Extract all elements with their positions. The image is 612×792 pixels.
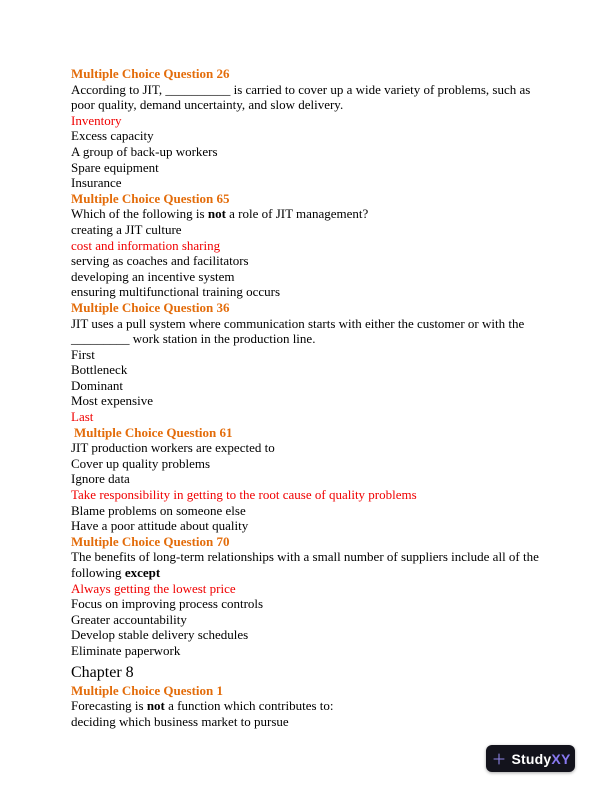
brand-xy: XY (551, 750, 571, 767)
answer-option: Greater accountability (71, 611, 187, 627)
answer-option: developing an incentive system (71, 268, 235, 284)
studyxy-badge (486, 745, 575, 772)
chapter-heading: Chapter 8 (71, 663, 134, 681)
answer-option: Ignore data (71, 471, 130, 487)
brand-study: Study (511, 750, 552, 767)
question-text-segment: JIT production workers are expected to (71, 440, 275, 456)
answer-option: Always getting the lowest price (71, 580, 236, 596)
answer-option: Inventory (71, 112, 122, 128)
question-text-bold: except (124, 565, 161, 580)
question-text (71, 316, 543, 347)
answer-option: Last (71, 409, 94, 425)
question-block-36 (71, 300, 543, 425)
question-header: Multiple Choice Question 65 (71, 190, 230, 206)
answer-option: Dominant (71, 377, 123, 393)
answer-option: First (71, 346, 95, 362)
question-block-61 (71, 425, 543, 534)
question-header: Multiple Choice Question 36 (71, 299, 230, 315)
question-text (71, 698, 543, 714)
answer-option: creating a JIT culture (71, 221, 182, 237)
answer-option: Take responsibility in getting to the root cause of quality problems (71, 487, 417, 503)
question-text-segment: According to JIT, __________ is carried to cover up a wide variety of problems, such as poor quality, demand uncertainty, and slow delivery. (71, 81, 531, 113)
answer-option: Most expensive (71, 393, 153, 409)
question-header: Multiple Choice Question 1 (71, 682, 224, 698)
answer-option: serving as coaches and facilitators (71, 253, 249, 269)
question-block-1 (71, 683, 543, 730)
question-text (71, 206, 543, 222)
question-text-bold: not (146, 698, 165, 714)
answer-option: cost and information sharing (71, 237, 221, 253)
question-header: Multiple Choice Question 61 (74, 424, 233, 440)
answer-option: Eliminate paperwork (71, 642, 181, 658)
answer-option: Focus on improving process controls (71, 596, 264, 612)
question-header: Multiple Choice Question 26 (71, 66, 230, 81)
answer-option: Spare equipment (71, 159, 159, 175)
question-text-segment: a function which contributes to: (164, 698, 334, 714)
question-text-segment: Forecasting is (71, 698, 147, 714)
answer-option: Excess capacity (71, 128, 154, 144)
answer-option: Blame problems on someone else (71, 502, 246, 518)
question-text-segment: JIT uses a pull system where communication starts with either the customer or with the _________ work station in the production line. (71, 315, 525, 347)
answer-option: Cover up quality problems (71, 455, 211, 471)
brand-wordmark (512, 751, 571, 767)
answer-option: ensuring multifunctional training occurs (71, 284, 281, 300)
question-text-bold: not (207, 206, 226, 222)
answer-option: Have a poor attitude about quality (71, 518, 249, 534)
plus-icon (491, 751, 507, 767)
answer-option: Develop stable delivery schedules (71, 627, 249, 643)
question-text (71, 440, 543, 456)
answer-option: A group of back-up workers (71, 143, 218, 159)
question-block-70 (71, 534, 543, 659)
question-text-segment: Which of the following is (71, 206, 208, 222)
question-block-65 (71, 191, 543, 300)
answer-option: Bottleneck (71, 362, 128, 378)
question-text-segment: The benefits of long-term relationships with a small number of suppliers include all of the following (71, 549, 539, 580)
question-text-segment: a role of JIT management? (225, 206, 369, 222)
question-text (71, 82, 543, 113)
question-text (71, 549, 543, 580)
question-block-26 (71, 66, 543, 191)
answer-option: Insurance (71, 175, 122, 191)
answer-option: deciding which business market to pursue (71, 713, 289, 729)
question-header: Multiple Choice Question 70 (71, 533, 230, 549)
document-page (71, 66, 543, 729)
